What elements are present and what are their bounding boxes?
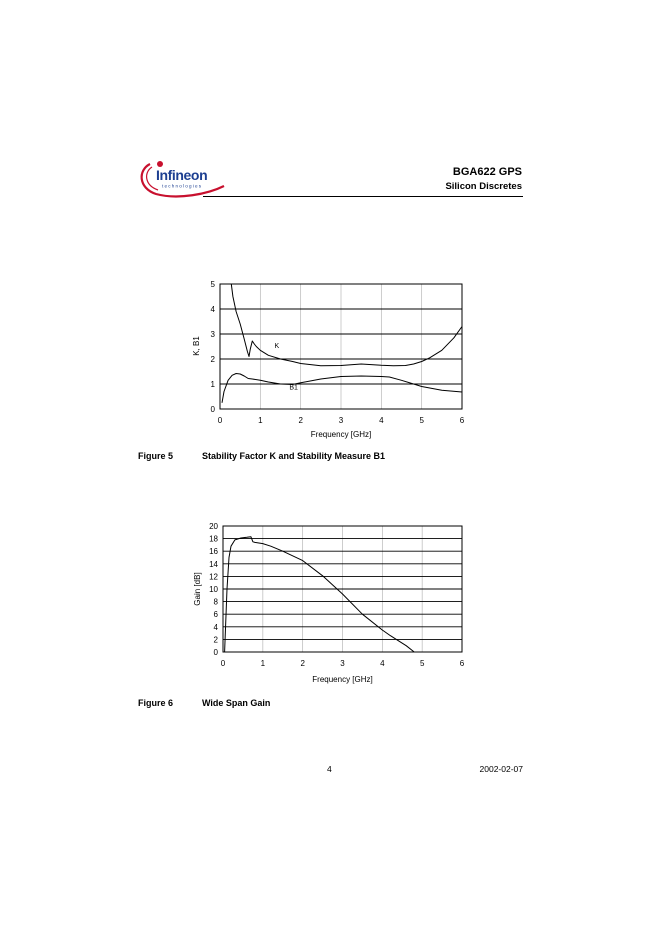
- figure-5-caption: Stability Factor K and Stability Measure B1: [202, 451, 386, 461]
- x-tick-label: 6: [459, 416, 465, 425]
- y-tick-label: 8: [213, 597, 218, 607]
- x-tick-label: 4: [379, 416, 384, 425]
- x-tick-label: 1: [260, 659, 266, 668]
- gain-chart: [0, 515, 662, 695]
- y-tick-label: 1: [210, 380, 215, 389]
- series-line-gain: [225, 537, 415, 652]
- y-tick-label: 18: [209, 534, 218, 544]
- y-tick-label: 2: [210, 355, 215, 364]
- page-number: 4: [327, 764, 332, 774]
- y-tick-label: 12: [209, 572, 218, 582]
- y-tick-label: 5: [210, 280, 215, 289]
- y-tick-label: 4: [213, 622, 218, 632]
- series-label-k: K: [274, 342, 280, 350]
- x-tick-label: 3: [340, 659, 345, 668]
- x-tick-label: 2: [298, 416, 303, 425]
- x-tick-label: 0: [217, 416, 223, 425]
- infineon-logo: [138, 158, 228, 204]
- product-title: BGA622 GPS: [452, 166, 522, 178]
- x-tick-label: 0: [220, 659, 226, 668]
- y-axis-label: Gain [dB]: [193, 572, 202, 606]
- x-axis-label: Frequency [GHz]: [310, 430, 372, 439]
- x-tick-label: 5: [419, 659, 425, 668]
- x-tick-label: 4: [380, 659, 385, 668]
- figure-5-number: Figure 5: [138, 451, 174, 461]
- y-tick-label: 0: [213, 648, 218, 657]
- y-tick-label: 16: [209, 547, 218, 557]
- header-rule: [203, 196, 523, 197]
- x-tick-label: 6: [459, 659, 465, 668]
- y-tick-label: 10: [209, 585, 218, 594]
- product-category: Silicon Discretes: [445, 181, 522, 192]
- series-line-b1: [222, 374, 462, 403]
- y-axis-label: K, B1: [192, 336, 201, 356]
- y-tick-label: 20: [209, 522, 218, 531]
- y-tick-label: 4: [210, 305, 215, 314]
- series-label-b1: B1: [289, 384, 298, 392]
- x-tick-label: 1: [258, 416, 263, 425]
- document-date: 2002-02-07: [479, 764, 523, 774]
- y-tick-label: 3: [210, 330, 215, 339]
- x-axis-label: Frequency [GHz]: [312, 675, 373, 684]
- logo-wordmark: Infineon: [156, 167, 208, 183]
- y-tick-label: 14: [209, 559, 218, 569]
- logo-subtext: technologies: [162, 183, 203, 189]
- stability-chart: [0, 270, 662, 450]
- figure-6-number: Figure 6: [138, 698, 174, 708]
- y-tick-label: 2: [213, 635, 218, 645]
- x-tick-label: 2: [300, 659, 305, 668]
- figure-6-caption: Wide Span Gain: [202, 698, 271, 708]
- series-line-k: [231, 284, 462, 366]
- x-tick-label: 5: [419, 416, 424, 425]
- y-tick-label: 0: [210, 405, 215, 414]
- y-tick-label: 6: [213, 610, 218, 620]
- x-tick-label: 3: [338, 416, 344, 425]
